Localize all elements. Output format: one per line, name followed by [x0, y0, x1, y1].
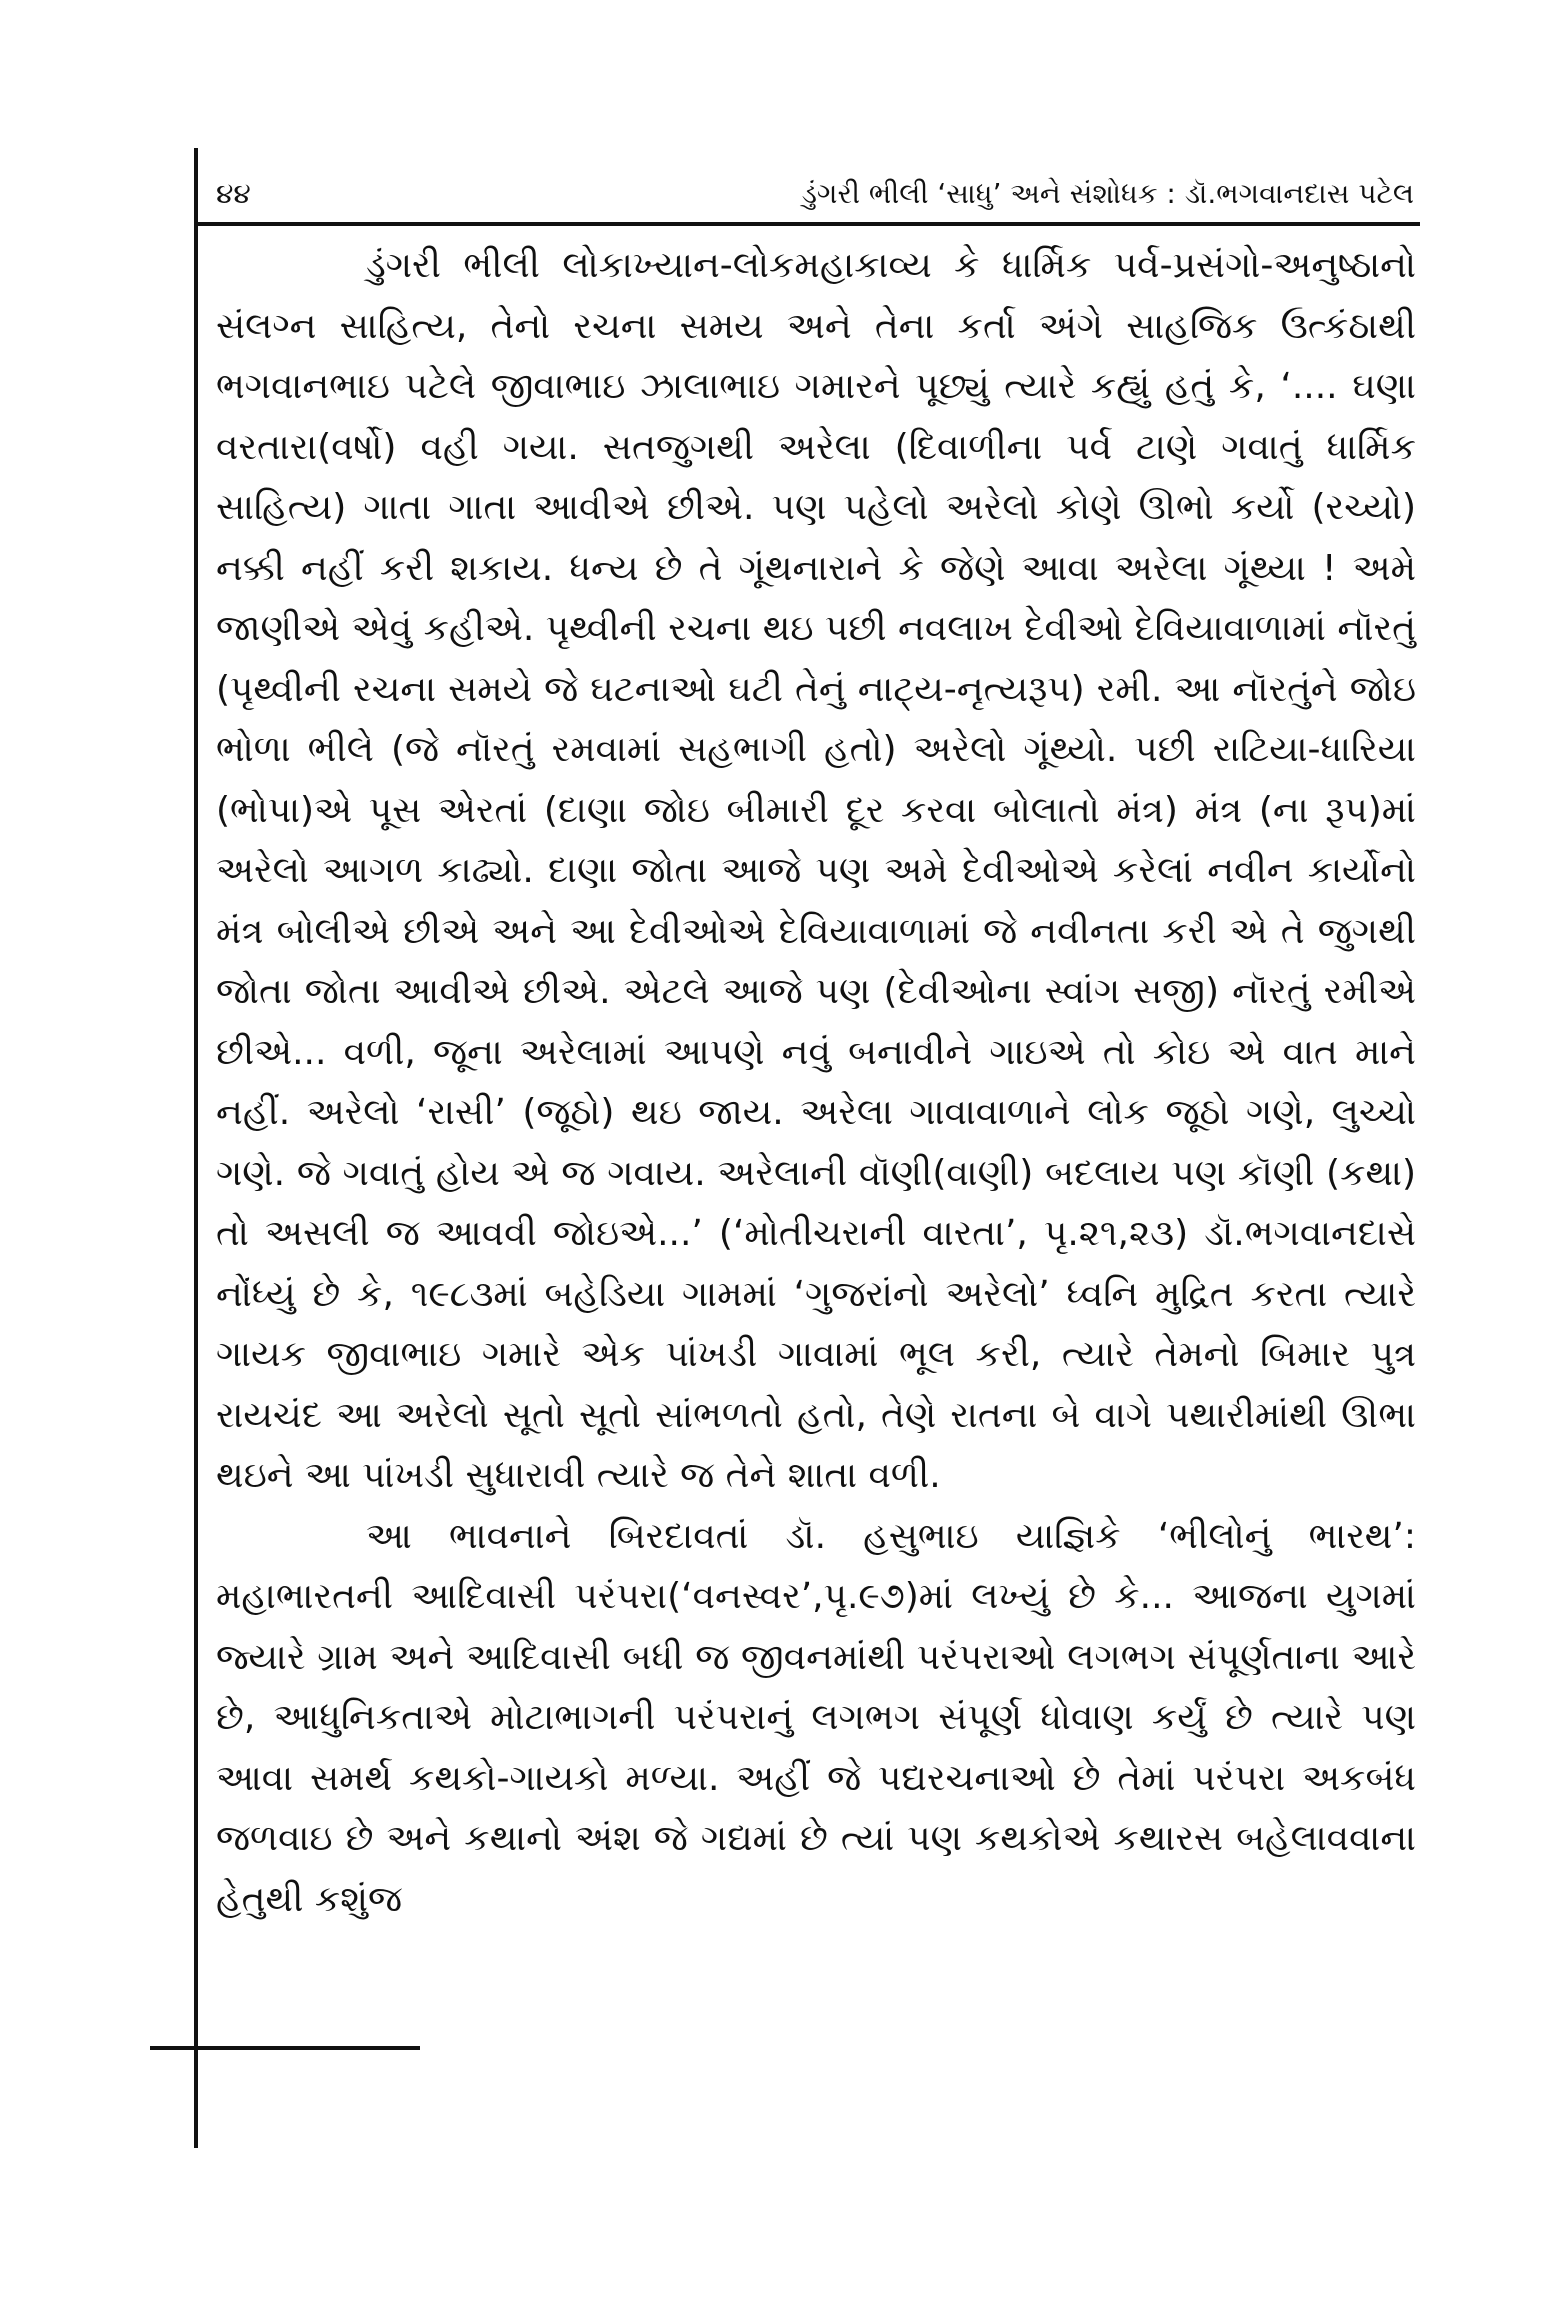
page-header	[200, 172, 1420, 216]
running-head: ડુંગરી ભીલી ‘સાધુ’ અને સંશોધક : ડૉ.ભગવાનદાસ પટેલ	[801, 177, 1414, 210]
page-number: ૪૪	[216, 177, 251, 210]
paragraph-2: આ ભાવનાને બિરદાવતાં ડૉ. હસુભાઇ યાજ્ઞિકે ‘ભીલોનું ભારથ’: મહાભારતની આદિવાસી પરંપરા(‘વનસ્વર’,પૃ.૯૭)માં લખ્યું છે કે... આજના યુગમાં જ્યારે ગ્રામ અને આદિવાસી બધી જ જીવનમાંથી પરંપરાઓ લગભગ સંપૂર્ણતાના આરે છે, આધુનિકતાએ મોટાભાગની પરંપરાનું લગભગ સંપૂર્ણ ધોવાણ કર્યું છે ત્યારે પણ આવા સમર્થ કથકો-ગાયકો મળ્યા. અહીં જે પદ્યરચનાઓ છે તેમાં પરંપરા અકબંધ જળવાઇ છે અને કથાનો અંશ જે ગદ્યમાં છે ત્યાં પણ કથકોએ કથારસ બહેલાવવાના હેતુથી કશુંજ	[216, 1515, 1416, 1920]
paragraph-1: ડુંગરી ભીલી લોકાખ્યાન-લોકમહાકાવ્ય કે ધાર્મિક પર્વ-પ્રસંગો-અનુષ્ઠાનો સંલગ્ન સાહિત્ય, તેનો રચના સમય અને તેના કર્તા અંગે સાહજિક ઉત્કંઠાથી ભગવાનભાઇ પટેલે જીવાભાઇ ઝાલાભાઇ ગમારને પૂછ્યું ત્યારે કહ્યું હતું કે, ‘.... ઘણા વરતારા(વર્ષો) વહી ગયા. સતજુગથી અરેલા (દિવાળીના પર્વ ટાણે ગવાતું ધાર્મિક સાહિત્ય) ગાતા ગાતા આવીએ છીએ. પણ પહેલો અરેલો કોણે ઊભો કર્યો (રચ્યો) નક્કી નહીં કરી શકાય. ધન્ય છે તે ગૂંથનારાને કે જેણે આવા અરેલા ગૂંથ્યા ! અમે જાણીએ એવું કહીએ. પૃથ્વીની રચના થઇ પછી નવલાખ દેવીઓ દેવિયાવાળામાં નૉરતું (પૃથ્વીની રચના સમયે જે ઘટનાઓ ઘટી તેનું નાટ્ય-નૃત્યરૂપ) રમી. આ નૉરતુંને જોઇ ભોળા ભીલે (જે નૉરતું રમવામાં સહભાગી હતો) અરેલો ગૂંથ્યો. પછી રાટિયા-ધારિયા (ભોપા)એ પૂસ એરતાં (દાણા જોઇ બીમારી દૂર કરવા બોલાતો મંત્ર) મંત્ર (ના રૂપ)માં અરેલો આગળ કાઢ્યો. દાણા જોતા આજે પણ અમે દેવીઓએ કરેલાં નવીન કાર્યોનો મંત્ર બોલીએ છીએ અને આ દેવીઓએ દેવિયાવાળામાં જે નવીનતા કરી એ તે જુગથી જોતા જોતા આવીએ છીએ. એટલે આજે પણ (દેવીઓના સ્વાંગ સજી) નૉરતું રમીએ છીએ... વળી, જૂના અરેલામાં આપણે નવું બનાવીને ગાઇએ તો કોઇ એ વાત માને નહીં. અરેલો ‘રાસી’ (જૂઠો) થઇ જાય. અરેલા ગાવાવાળાને લોક જૂઠો ગણે, લુચ્ચો ગણે. જે ગવાતું હોય એ જ ગવાય. અરેલાની વૉણી(વાણી) બદલાય પણ કૉણી (કથા) તો અસલી જ આવવી જોઇએ...’ (‘મોતીચરાની વારતા’, પૃ.૨૧,૨૩) ડૉ.ભગવાનદાસે નોંધ્યું છે કે, ૧૯૮૩માં બહેડિયા ગામમાં ‘ગુજરાંનો અરેલો’ ધ્વનિ મુદ્રિત કરતા ત્યારે ગાયક જીવાભાઇ ગમારે એક પાંખડી ગાવામાં ભૂલ કરી, ત્યારે તેમનો બિમાર પુત્ર રાયચંદ આ અરેલો સૂતો સૂતો સાંભળતો હતો, તેણે રાતના બે વાગે પથારીમાંથી ઊભા થઇને આ પાંખડી સુધારાવી ત્યારે જ તેને શાતા વળી.	[216, 245, 1416, 1496]
left-margin-rule	[194, 148, 198, 2148]
footer-rule	[150, 2046, 420, 2050]
header-rule	[194, 222, 1420, 226]
body-text	[216, 236, 1416, 1930]
